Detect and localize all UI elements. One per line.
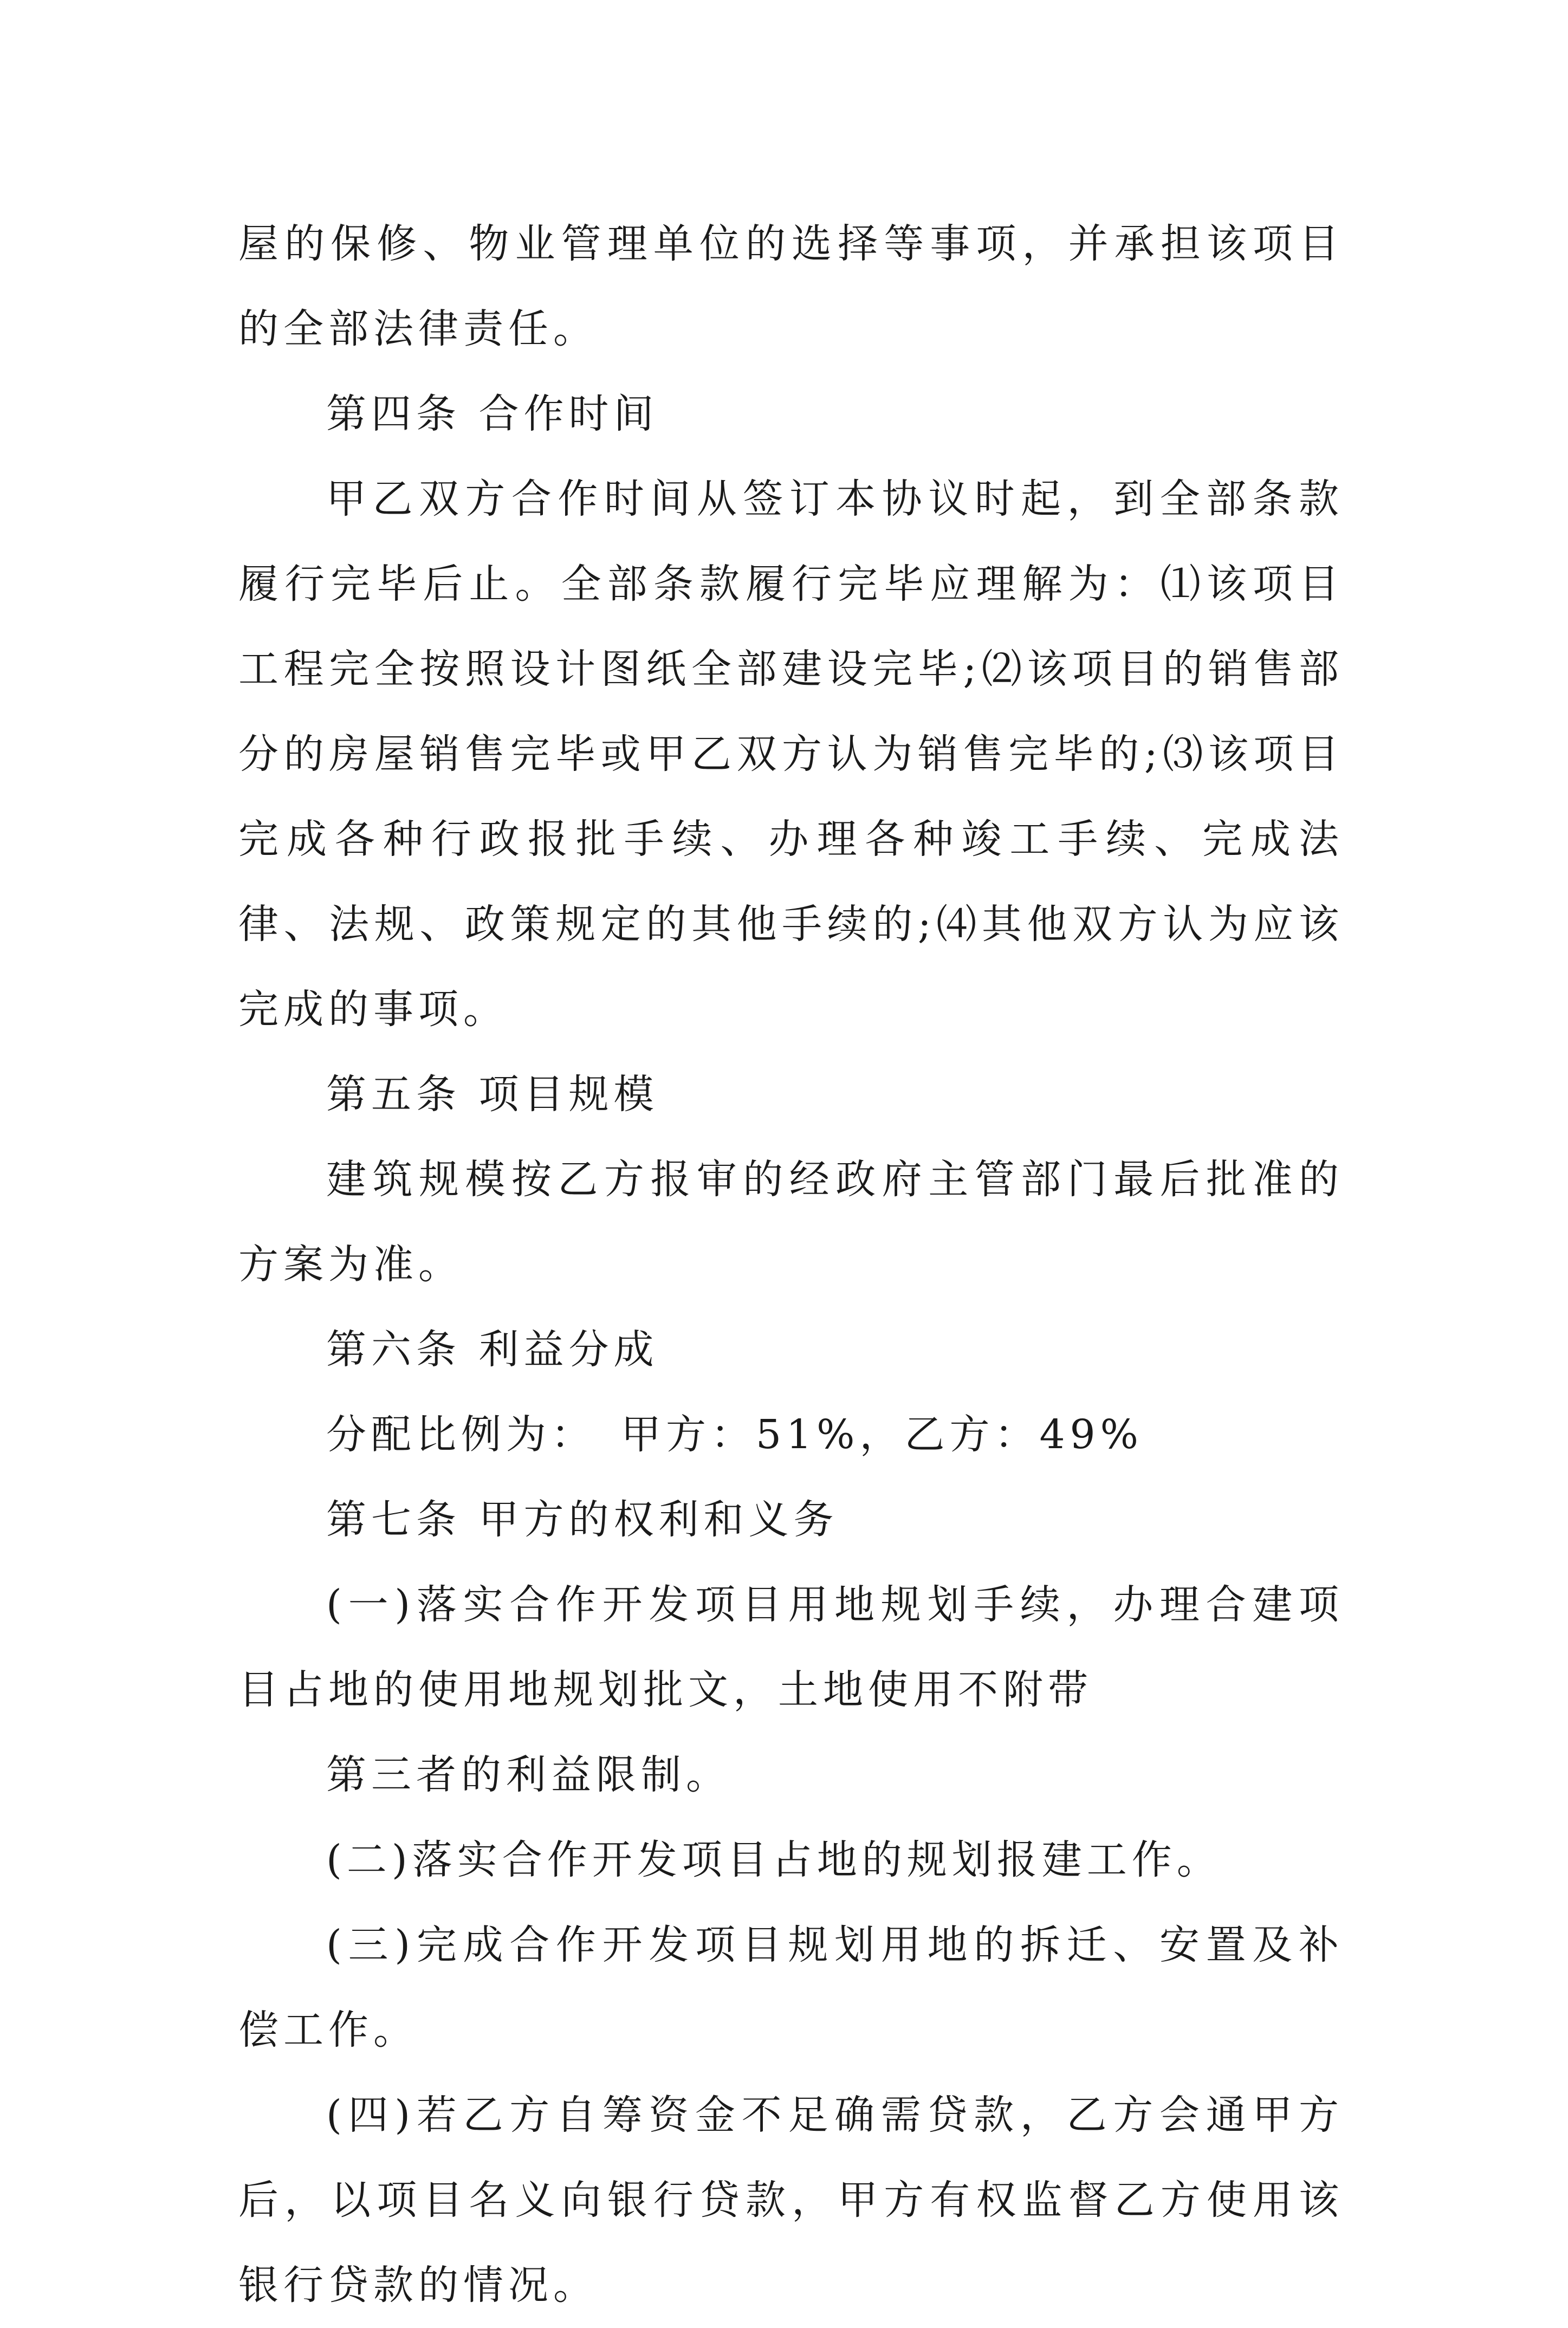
document-body bbox=[238, 202, 1344, 2328]
paragraph-continuation: 屋的保修、物业管理单位的选择等事项，并承担该项目的全部法律责任。 bbox=[238, 221, 1344, 352]
paragraph-party-a-item-1: (一)落实合作开发项目用地规划手续，办理合建项目占地的使用地规划批文，土地使用不附带 bbox=[238, 1581, 1344, 1713]
paragraph-party-a-item-4: (四)若乙方自筹资金不足确需贷款，乙方会通甲方后，以项目名义向银行贷款，甲方有权监督乙方使用该银行贷款的情况。 bbox=[238, 2092, 1344, 2308]
paragraph-party-a-item-2: (二)落实合作开发项目占地的规划报建工作。 bbox=[326, 1837, 1222, 1883]
article-heading-5: 第五条 项目规模 bbox=[326, 1071, 659, 1118]
paragraph-project-scale: 建筑规模按乙方报审的经政府主管部门最后批准的方案为准。 bbox=[238, 1156, 1344, 1288]
article-heading-7: 第七条 甲方的权利和义务 bbox=[326, 1496, 839, 1543]
paragraph-party-a-item-1-cont: 第三者的利益限制。 bbox=[326, 1752, 731, 1798]
paragraph-cooperation-time: 甲乙双方合作时间从签订本协议时起，到全部条款履行完毕后止。全部条款履行完毕应理解为：⑴该项目工程完全按照设计图纸全部建设完毕;⑵该项目的销售部分的房屋销售完毕或甲乙双方认为销售完毕的;⑶该项目完成各种行政报批手续、办理各种竣工手续、完成法律、法规、政策规定的其他手续的;⑷其他双方认为应该完成的事项。 bbox=[238, 476, 1344, 1033]
paragraph-profit-ratio: 分配比例为： 甲方：51%，乙方：49% bbox=[326, 1411, 1143, 1458]
article-heading-6: 第六条 利益分成 bbox=[326, 1326, 659, 1373]
paragraph-party-a-item-3: (三)完成合作开发项目规划用地的拆迁、安置及补偿工作。 bbox=[238, 1922, 1344, 2053]
article-heading-4: 第四条 合作时间 bbox=[326, 391, 659, 437]
